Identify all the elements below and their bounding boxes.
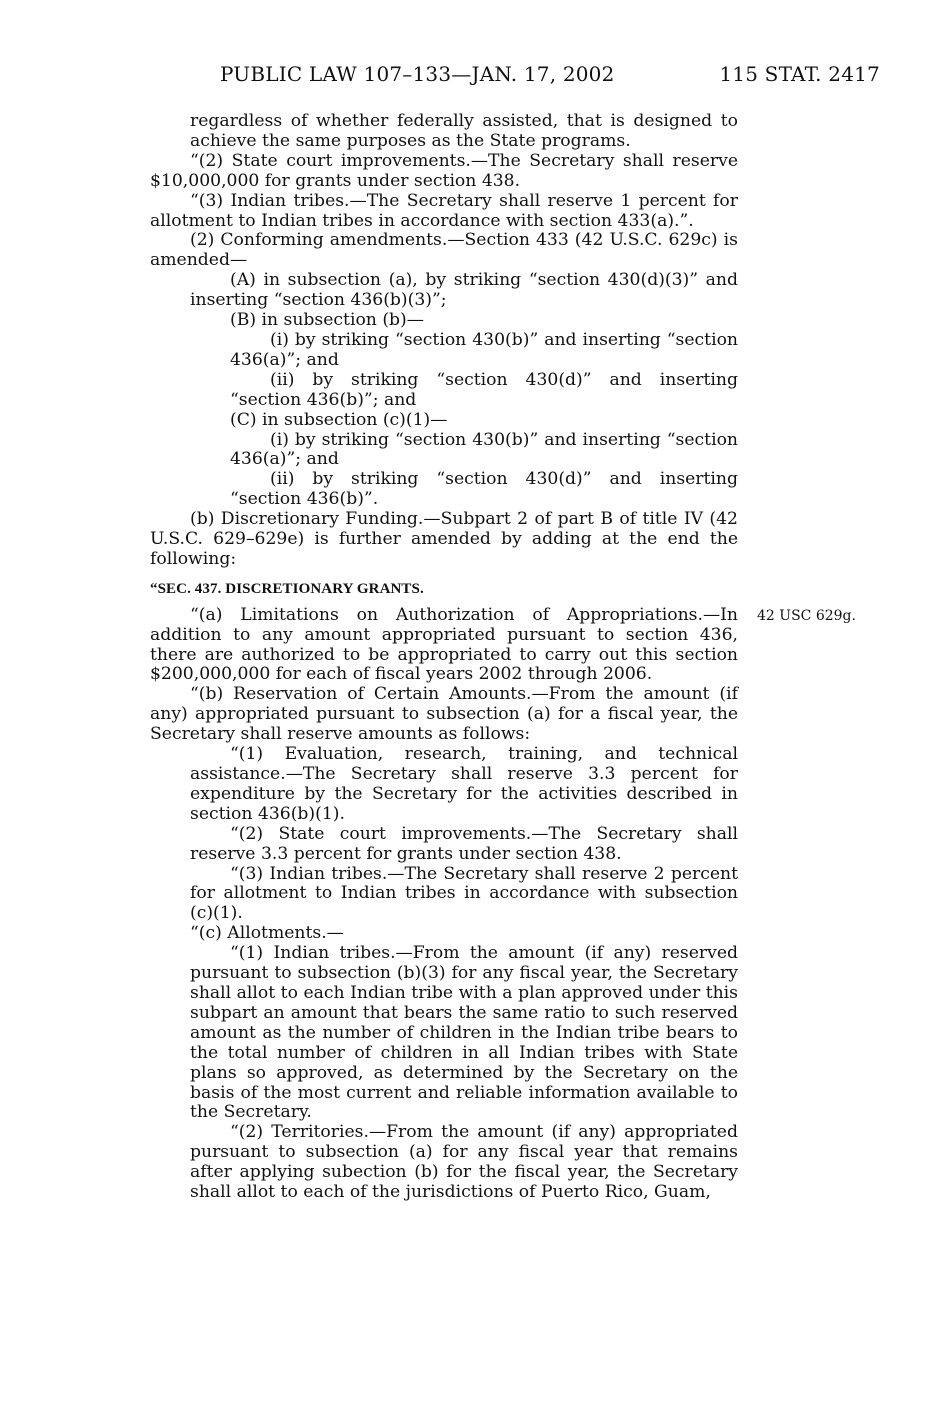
- paragraph: (C) in subsection (c)(1)—: [230, 409, 448, 430]
- paragraph: “(3) Indian tribes.—The Secretary shall reserve 2 percent for allotment to Indian tribes in accordance with subsection (c)(1).: [190, 863, 738, 924]
- paragraph: regardless of whether federally assisted, that is designed to achieve the same purposes as the State programs.: [190, 111, 738, 151]
- page-body: [150, 112, 738, 1203]
- running-header: [200, 62, 880, 92]
- paragraph: (A) in subsection (a), by striking “section 430(d)(3)” and inserting “section 436(b)(3)”;: [190, 270, 738, 311]
- paragraph: “(c) Allotments.—: [190, 923, 344, 944]
- header-stat-page: 115 STAT. 2417: [719, 62, 880, 86]
- margin-citation: 42 USC 629g.: [757, 608, 856, 624]
- paragraph: “(1) Evaluation, research, training, and technical assistance.—The Secretary shall reserve 3.3 percent for expenditure by the Secretary for the activities described in section 436(b)(1).: [190, 744, 738, 824]
- paragraph: “(3) Indian tribes.—The Secretary shall reserve 1 percent for allotment to Indian tribes in accordance with section 433(a).”.: [150, 190, 738, 231]
- paragraph: (b) Discretionary Funding.—Subpart 2 of part B of title IV (42 U.S.C. 629–629e) is further amended by adding at the end the following:: [150, 509, 738, 569]
- paragraph: (ii) by striking “section 430(d)” and inserting “section 436(b)”; and: [230, 369, 738, 410]
- paragraph: (2) Conforming amendments.—Section 433 (42 U.S.C. 629c) is amended—: [150, 230, 738, 271]
- paragraph: “(2) Territories.—From the amount (if any) appropriated pursuant to subsection (a) for any fiscal year that remains after applying subection (b) for the fiscal year, the Secretary shall allot to each of the jurisdictions of Puerto Rico, Guam,: [190, 1122, 738, 1203]
- paragraph: “(2) State court improvements.—The Secretary shall reserve 3.3 percent for grants under section 438.: [190, 823, 738, 864]
- paragraph: (B) in subsection (b)—: [230, 310, 424, 331]
- paragraph: (i) by striking “section 430(b)” and inserting “section 436(a)”; and: [230, 329, 738, 370]
- paragraph: (ii) by striking “section 430(d)” and inserting “section 436(b)”.: [230, 469, 738, 510]
- paragraph: “(2) State court improvements.—The Secretary shall reserve $10,000,000 for grants under section 438.: [150, 150, 738, 191]
- section-heading: “SEC. 437. DISCRETIONARY GRANTS.: [150, 580, 424, 597]
- paragraph: (i) by striking “section 430(b)” and inserting “section 436(a)”; and: [230, 429, 738, 470]
- paragraph: “(1) Indian tribes.—From the amount (if any) reserved pursuant to subsection (b)(3) for any fiscal year, the Secretary shall allot to each Indian tribe with a plan approved under this subpart an amount that bears the same ratio to such reserved amount as the number of children in the Indian tribe bears to the total number of children in all Indian tribes with State plans so approved, as determined by the Secretary on the basis of the most current and reliable information available to the Secretary.: [190, 943, 738, 1123]
- header-title: PUBLIC LAW 107–133—JAN. 17, 2002: [220, 62, 615, 86]
- paragraph: “(b) Reservation of Certain Amounts.—From the amount (if any) appropriated pursuant to subsection (a) for a fiscal year, the Secretary shall reserve amounts as follows:: [150, 684, 738, 745]
- paragraph: “(a) Limitations on Authorization of Appropriations.—In addition to any amount appropriated pursuant to section 436, there are authorized to be appropriated to carry out this section $200,000,000 for each of fiscal years 2002 through 2006.: [150, 604, 738, 685]
